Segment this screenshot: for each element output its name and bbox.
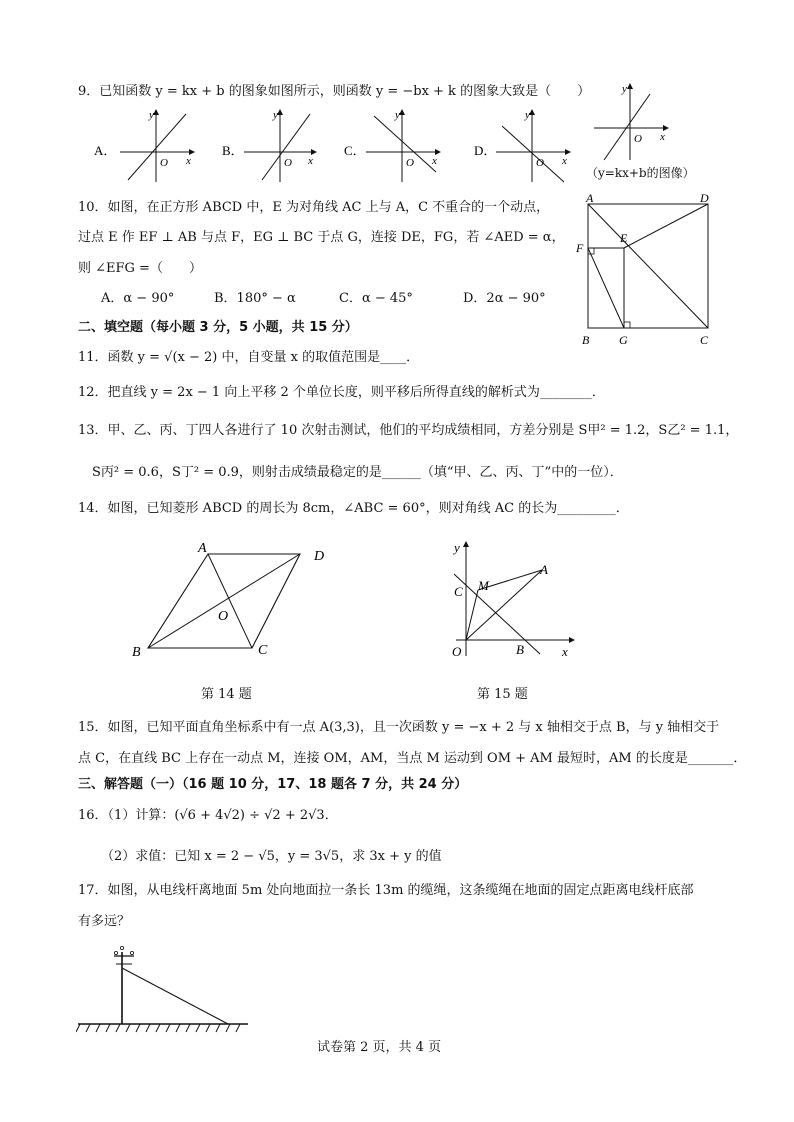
q10-line3: 则 ∠EFG =（ ）: [78, 261, 202, 276]
fig15-coordinate-graph: [444, 538, 584, 666]
q9-option-a: A．: [94, 143, 117, 158]
q10-option-c: C．α − 45°: [339, 291, 413, 306]
q11-text: 11．函数 y = √(x − 2) 中，自变量 x 的取值范围是____．: [78, 350, 420, 365]
svg-text:y: y: [395, 109, 400, 121]
svg-text:y: y: [149, 109, 154, 121]
fig14-rhombus: [128, 536, 338, 670]
svg-text:O: O: [452, 644, 462, 659]
svg-text:B: B: [132, 645, 141, 660]
page-footer: 试卷第 2 页，共 4 页: [317, 1040, 442, 1055]
q13-line1: 13．甲、乙、丙、丁四人各进行了 10 次射击测试，他们的平均成绩相同，方差分别是 S甲² = 1.2，S乙² = 1.1，: [78, 423, 739, 438]
svg-text:D: D: [314, 549, 325, 564]
q17-pole-figure: [76, 944, 256, 1040]
svg-text:y: y: [273, 109, 278, 121]
q17-line1: 17．如图，从电线杆离地面 5m 处向地面拉一条长 13m 的缆绳，这条缆绳在地面的固定点距离电线杆底部: [78, 883, 694, 898]
svg-text:x: x: [308, 155, 313, 167]
svg-text:O: O: [536, 157, 544, 169]
q14-text: 14．如图，已知菱形 ABCD 的周长为 8cm，∠ABC = 60°，则对角线 AC 的长为_________．: [78, 501, 629, 516]
svg-text:A: A: [198, 541, 207, 556]
svg-text:F: F: [576, 241, 584, 255]
fig14-caption: 第 14 题: [201, 687, 252, 702]
svg-text:x: x: [186, 155, 191, 167]
section-fill-in-title: 二、填空题（每小题 3 分，5 小题，共 15 分）: [78, 320, 358, 335]
svg-text:O: O: [634, 133, 642, 145]
q15-line1: 15．如图，已知平面直角坐标系中有一点 A(3,3)，且一次函数 y = −x + 2 与 x 轴相交于点 B，与 y 轴相交于: [78, 720, 720, 735]
svg-text:O: O: [284, 157, 292, 169]
svg-text:G: G: [619, 333, 628, 347]
svg-text:B．: B．: [222, 143, 244, 158]
svg-text:C: C: [258, 643, 268, 658]
svg-text:C: C: [700, 333, 709, 347]
svg-text:y: y: [525, 109, 530, 121]
q10-square-figure: [576, 192, 716, 356]
svg-text:C．: C．: [344, 143, 366, 158]
q9-options: [94, 108, 584, 190]
q10-option-b: B．180° − α: [214, 291, 296, 306]
svg-text:y: y: [622, 83, 627, 95]
q16-part1: 16．（1）计算：(√6 + 4√2) ÷ √2 + 2√3．: [78, 808, 338, 823]
svg-text:O: O: [406, 157, 414, 169]
svg-text:B: B: [516, 642, 524, 657]
svg-text:D．: D．: [474, 143, 497, 158]
svg-text:O: O: [160, 157, 168, 169]
q9-text: 9．已知函数 y = kx + b 的图象如图所示，则函数 y = −bx + k 的图象大致是（ ）: [78, 84, 591, 99]
svg-text:x: x: [562, 155, 567, 167]
q9-option-graphs: [94, 108, 584, 186]
svg-text:x: x: [432, 155, 437, 167]
q10-line1: 10．如图，在正方形 ABCD 中，E 为对角线 AC 上与 A，C 不重合的一个动点，: [78, 200, 550, 215]
q10-option-a: A．α − 90°: [101, 291, 175, 306]
svg-text:C: C: [454, 584, 463, 599]
q9-ref-caption: （y=kx+b的图像）: [586, 166, 695, 180]
q16-part2: （2）求值：已知 x = 2 − √5，y = 3√5，求 3x + y 的值: [101, 849, 442, 864]
q15-line2: 点 C，在直线 BC 上存在一动点 M，连接 OM，AM，当点 M 运动到 OM + AM 最短时，AM 的长度是_______．: [78, 751, 747, 766]
svg-text:x: x: [660, 131, 665, 143]
svg-text:E: E: [620, 231, 628, 245]
svg-text:A: A: [586, 192, 594, 205]
svg-text:M: M: [478, 578, 489, 593]
svg-text:y: y: [454, 540, 460, 555]
svg-text:x: x: [562, 644, 568, 659]
q17-line2: 有多远？: [78, 914, 131, 929]
svg-text:A: A: [540, 562, 548, 577]
q12-text: 12．把直线 y = 2x − 1 向上平移 2 个单位长度，则平移后所得直线的解析式为________．: [78, 385, 605, 400]
svg-text:B: B: [582, 333, 590, 347]
svg-text:D: D: [700, 192, 709, 205]
svg-text:O: O: [218, 609, 229, 624]
section-solve-title: 三、解答题（一）（16 题 10 分，17、18 题各 7 分，共 24 分）: [78, 777, 468, 792]
q10-line2: 过点 E 作 EF ⊥ AB 与点 F，EG ⊥ BC 于点 G，连接 DE，FG，若 ∠AED = α，: [78, 230, 565, 245]
q13-line2: S丙² = 0.6，S丁² = 0.9，则射击成绩最稳定的是______（填“甲、乙、丙、丁”中的一位）．: [92, 465, 623, 480]
q10-option-d: D．2α − 90°: [463, 291, 546, 306]
fig15-caption: 第 15 题: [477, 687, 528, 702]
